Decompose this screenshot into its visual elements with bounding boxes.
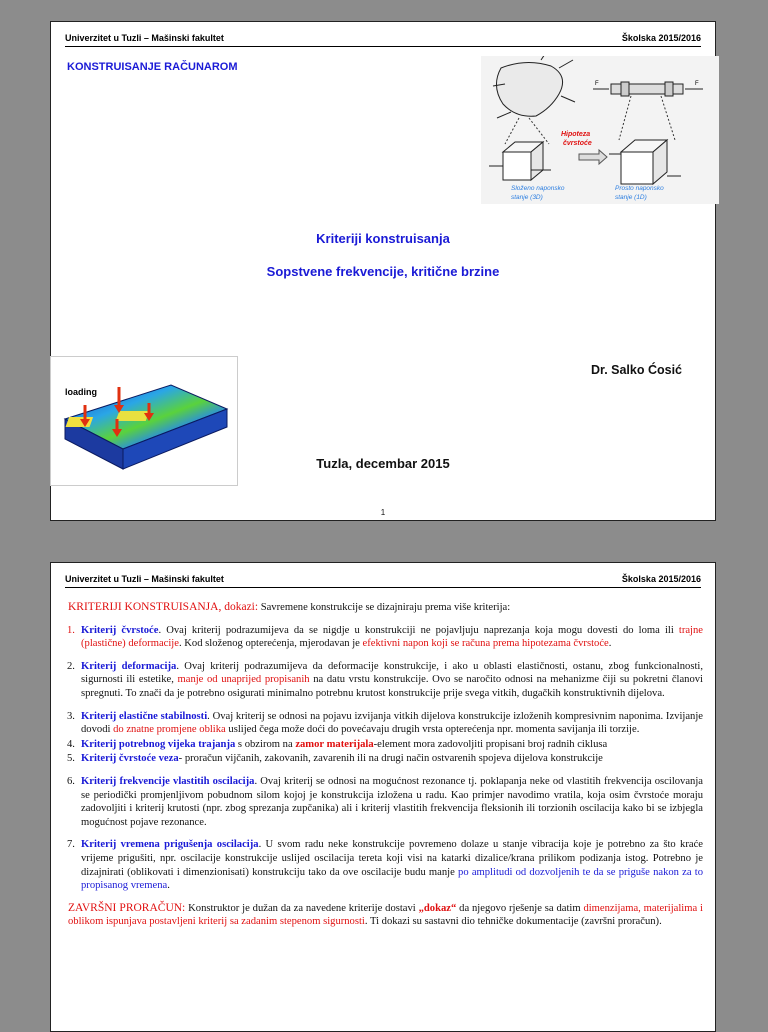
criterion-highlight: zamor materijala: [295, 738, 374, 750]
criterion-7: [65, 838, 703, 892]
criterion-text: uslijed čega može doći do povećavaju drugih vrsta opterećenja npr. momenta savijanja ili torzije.: [225, 724, 640, 736]
course-title: KONSTRUISANJE RAČUNAROM: [67, 61, 238, 73]
slide-header: [65, 33, 701, 47]
force-label-left: F: [595, 81, 599, 87]
item-number: 5.: [67, 753, 75, 765]
criterion-highlight: po amplitudi od dozvoljenih te da se priguše nakon za to propisanog vremena: [81, 866, 704, 892]
item-number: 3.: [67, 710, 75, 722]
criterion-text: .: [167, 880, 170, 892]
intro: [65, 601, 703, 615]
header-university: Univerzitet u Tuzli – Mašinski fakultet: [65, 33, 224, 43]
intro-title: KRITERIJI KONSTRUISANJA, dokazi:: [68, 601, 259, 613]
criterion-2: [65, 660, 703, 701]
criterion-name: Kriterij čvrstoće veza: [81, 753, 179, 765]
criterion-name: Kriterij potrebnog vijeka trajanja: [81, 738, 236, 750]
header-school-year: Školska 2015/2016: [621, 33, 701, 43]
final-highlight: dimenzijama, materijalima i oblikom ispunjava postavljeni kriterij sa zadanim stepenom sigurnosti: [68, 902, 703, 928]
item-number: 1.: [67, 624, 75, 636]
complex-stress-label-2: stanje (3D): [511, 194, 543, 201]
criterion-text: s obzirom na: [235, 738, 296, 750]
criterion-highlight: manje od unaprijed propisanih: [177, 674, 310, 686]
hypothesis-label: Hipoteza: [561, 131, 591, 138]
complex-stress-label: Složeno naponsko: [511, 185, 565, 192]
simple-stress-label-2: stanje (1D): [615, 194, 647, 201]
criterion-6: [65, 775, 703, 829]
criterion-name: Kriterij frekvencije vlastitih oscilacija: [81, 775, 255, 787]
criteria-list: [65, 601, 703, 929]
criterion-text: . Kod složenog opterećenja, mjerodavan je: [178, 638, 363, 650]
criterion-name: Kriterij vremena prigušenja oscilacija: [81, 839, 259, 851]
stress-hypothesis-diagram: [481, 56, 719, 204]
criterion-text: - proračun vijčanih, zakovanih, zavarenih ili na drugi način ostvarenih spojeva dijelova konstrukcije: [178, 753, 603, 765]
stress-hypothesis-figure: [481, 56, 719, 204]
hypothesis-label-2: čvrstoće: [563, 140, 592, 147]
place-date: Tuzla, decembar 2015: [316, 456, 450, 471]
item-number: 7.: [67, 839, 75, 851]
criterion-highlight: efektivni napon koji se računa prema hipotezama čvrstoće: [362, 638, 609, 650]
item-number: 6.: [67, 775, 75, 787]
simple-stress-label: Prosto naponsko: [615, 185, 664, 192]
criterion-text: -element mora zadovoljiti propisani broj radnih ciklusa: [373, 738, 608, 750]
criterion-3: [65, 710, 703, 737]
final-text: . Ti dokazi su sastavni dio tehničke dokumentacije (završni proračun).: [364, 916, 662, 928]
final-text: da njegovo rješenje sa datim: [456, 902, 584, 914]
criterion-name: Kriterij čvrstoće: [81, 624, 159, 636]
criterion-highlight: trajne (plastične) deformacije: [81, 624, 703, 650]
criterion-5: [65, 752, 703, 766]
criterion-text: . U svom radu neke konstrukcije povremeno dolaze u stanje vibracija koje je potrebno za što kraće vrijeme prigušiti, npr. oscilacije konstrukcije uslijed oscilacija tereta koji visi na katarki dizalice/krana prilikom podizanja istog. Potrebno je dizajnirati (oblikovati i dimenzionisati) konstrukciju tako da ove oscilacije budu manje: [81, 839, 703, 878]
item-number: 4.: [67, 738, 75, 750]
page-number: 1: [380, 508, 386, 517]
criterion-1: [65, 624, 703, 651]
criterion-text: na datu vrstu konstrukcije. Ovo se naročito odnosi na mehanizme čiji su pokretni članovi spregnuti. To znači da je potrebno osigurati minimalno potrebnu krutost konstrukcije prije svega vitkih, dugačkih konstruktivnih dijelova.: [81, 674, 703, 699]
final-calculation: [65, 902, 703, 929]
final-proof: „dokaz“: [418, 902, 457, 914]
intro-text: Savremene konstrukcije se dizajniraju prema više kriterija:: [258, 602, 511, 613]
criterion-text: . Ovaj kriterij se odnosi na pojavu izvijanja vitkih dijelova konstrukcije izloženih kompresivnim naponima. Izvijanje dovodi: [81, 710, 703, 736]
final-text: Konstruktor je dužan da za navedene kriterije dostavi: [185, 902, 419, 914]
criterion-name: Kriterij deformacija: [81, 660, 177, 672]
presentation-title: Kriteriji konstruisanja: [316, 231, 450, 246]
criterion-text: . Ovaj kriterij podrazumijeva da se nigdje u konstrukciji ne pojavljuju naprezanja koja mogu dovesti do loma ili: [158, 624, 679, 636]
final-title: ZAVRŠNI PRORAČUN:: [68, 901, 186, 914]
slide-2: [50, 562, 716, 1032]
header-school-year: Školska 2015/2016: [621, 574, 701, 584]
criterion-name: Kriterij elastične stabilnosti: [81, 710, 208, 722]
author-name: Dr. Salko Ćosić: [591, 363, 683, 377]
criterion-highlight: do znatne promjene oblika: [113, 724, 226, 736]
criterion-text: .: [608, 638, 612, 650]
header-university: Univerzitet u Tuzli – Mašinski fakultet: [65, 574, 224, 584]
slide-header: [65, 574, 701, 588]
slide-1: [50, 21, 716, 521]
loading-label: loading: [65, 387, 97, 397]
criterion-4: [65, 738, 703, 752]
force-label-right: F: [695, 81, 699, 87]
item-number: 2.: [67, 660, 75, 672]
criterion-text: . Ovaj kriterij se odnosi na mogućnost rezonance tj. poklapanja neke od vlastitih frekvencija oscilovanja se periodički promjenljivom pobudnom silom kojoj je konstrukcija izložena u radu. Kao primjer navodimo vratila, koja osim čvrstoće moraju zadovoljiti i kriterij krutosti (npr. zbog sprezanja zupčanika) ali i kriterij vlastitih frekvencija fleksionih ili torzionih oscilacija kako bi se izbjegla mogućnost pojave rezonance.: [81, 775, 703, 828]
presentation-subtitle: Sopstvene frekvencije, kritične brzine: [266, 264, 500, 279]
criterion-text: . Ovaj kriterij podrazumijeva da deformacije konstrukcije, i ako u oblasti elastičnosti, ostanu, zbog funkcionalnosti, sigurnosti ili estetike,: [81, 660, 703, 686]
